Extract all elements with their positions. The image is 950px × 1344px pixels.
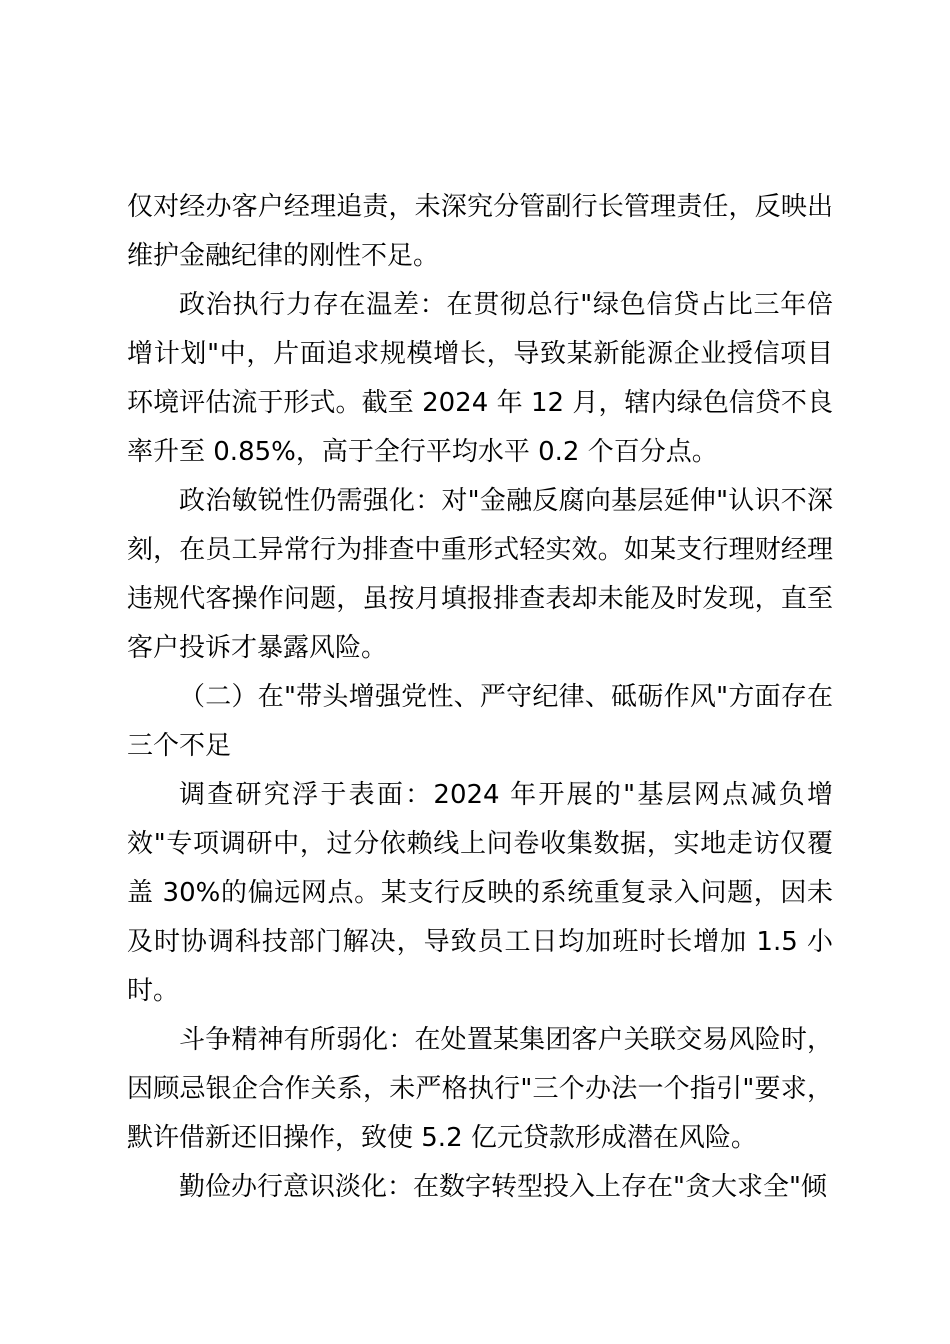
section-heading-two: （二）在"带头增强党性、严守纪律、砥砺作风"方面存在三个不足 [127,682,833,761]
paragraph-frugality: 勤俭办行意识淡化：在数字转型投入上存在"贪大求全"倾 [179,1172,827,1202]
paragraph-political-sensitivity: 政治敏锐性仍需强化：对"金融反腐向基层延伸"认识不深刻，在员工异常行为排查中重形式轻实效。如某支行理财经理违规代客操作问题，虽按月填报排查表却未能及时发现，直至客户投诉才暴露风险。 [127,486,833,663]
paragraph-political-execution: 政治执行力存在温差：在贯彻总行"绿色信贷占比三年倍增计划"中，片面追求规模增长，导致某新能源企业授信项目环境评估流于形式。截至 2024 年 12 月，辖内绿色信贷不良率升至 0.85%，高于全行平均水平 0.2 个百分点。 [127,290,833,467]
document-page [127,183,833,1212]
paragraph-continuation: 仅对经办客户经理追责，未深究分管副行长管理责任，反映出维护金融纪律的刚性不足。 [127,192,833,271]
paragraph-research: 调查研究浮于表面：2024 年开展的"基层网点减负增效"专项调研中，过分依赖线上问卷收集数据，实地走访仅覆盖 30%的偏远网点。某支行反映的系统重复录入问题，因未及时协调科技部门解决，导致员工日均加班时长增加 1.5 小时。 [127,780,833,1006]
paragraph-struggle-spirit: 斗争精神有所弱化：在处置某集团客户关联交易风险时，因顾忌银企合作关系，未严格执行"三个办法一个指引"要求，默许借新还旧操作，致使 5.2 亿元贷款形成潜在风险。 [127,1025,833,1153]
